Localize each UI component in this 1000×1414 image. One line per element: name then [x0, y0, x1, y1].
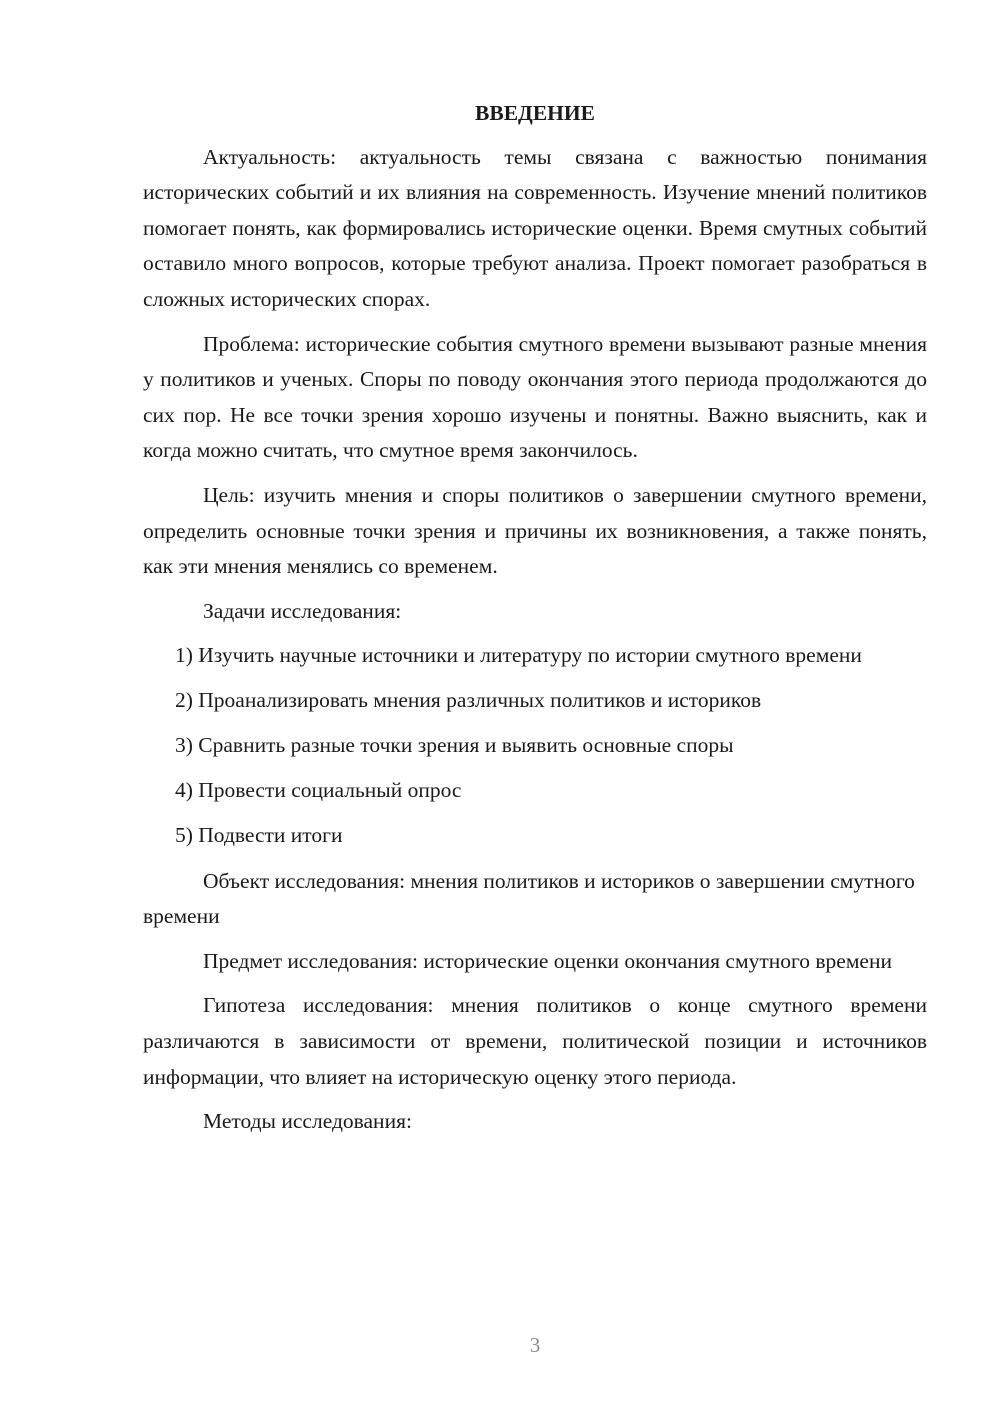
problem-paragraph: Проблема: исторические события смутного времени вызывают разные мнения у политиков и ученых. Споры по поводу окончания этого периода продолжаются до сих пор. Не все точки зрения хорошо изучены и понятны. Важно выяснить, как и когда можно считать, что смутное время закончилось. — [143, 331, 927, 463]
relevance-paragraph: Актуальность: актуальность темы связана с важностью понимания исторических событий и их влияния на современность. Изучение мнений политиков помогает понять, как формировались исторические оценки. Время смутных событий оставило много вопросов, которые требуют анализа. Проект помогает разобраться в сложных исторических спорах. — [143, 144, 927, 311]
methods-title: Методы исследования: — [203, 1109, 412, 1134]
tasks-title: Задачи исследования: — [203, 598, 402, 623]
task-item: 3) Сравнить разные точки зрения и выявить основные споры — [175, 733, 734, 758]
page-number: 3 — [529, 1333, 541, 1357]
object-paragraph: Объект исследования: мнения политиков и историков о завершении смутного времени — [143, 868, 915, 929]
goal-paragraph: Цель: изучить мнения и споры политиков о завершении смутного времени, определить основные точки зрения и причины их возникновения, а также понять, как эти мнения менялись со временем. — [143, 482, 927, 579]
task-item: 1) Изучить научные источники и литературу по истории смутного времени — [175, 643, 862, 668]
task-item: 4) Провести социальный опрос — [175, 778, 462, 803]
hypothesis-paragraph: Гипотеза исследования: мнения политиков о конце смутного времени различаются в зависимости от времени, политической позиции и источников информации, что влияет на историческую оценку этого периода. — [143, 993, 927, 1089]
task-item: 5) Подвести итоги — [175, 823, 343, 848]
task-item: 2) Проанализировать мнения различных политиков и историков — [175, 687, 762, 712]
subject-paragraph: Предмет исследования: исторические оценки окончания смутного времени — [203, 948, 892, 973]
section-heading: ВВЕДЕНИЕ — [475, 101, 595, 125]
page-content — [143, 96, 927, 1149]
